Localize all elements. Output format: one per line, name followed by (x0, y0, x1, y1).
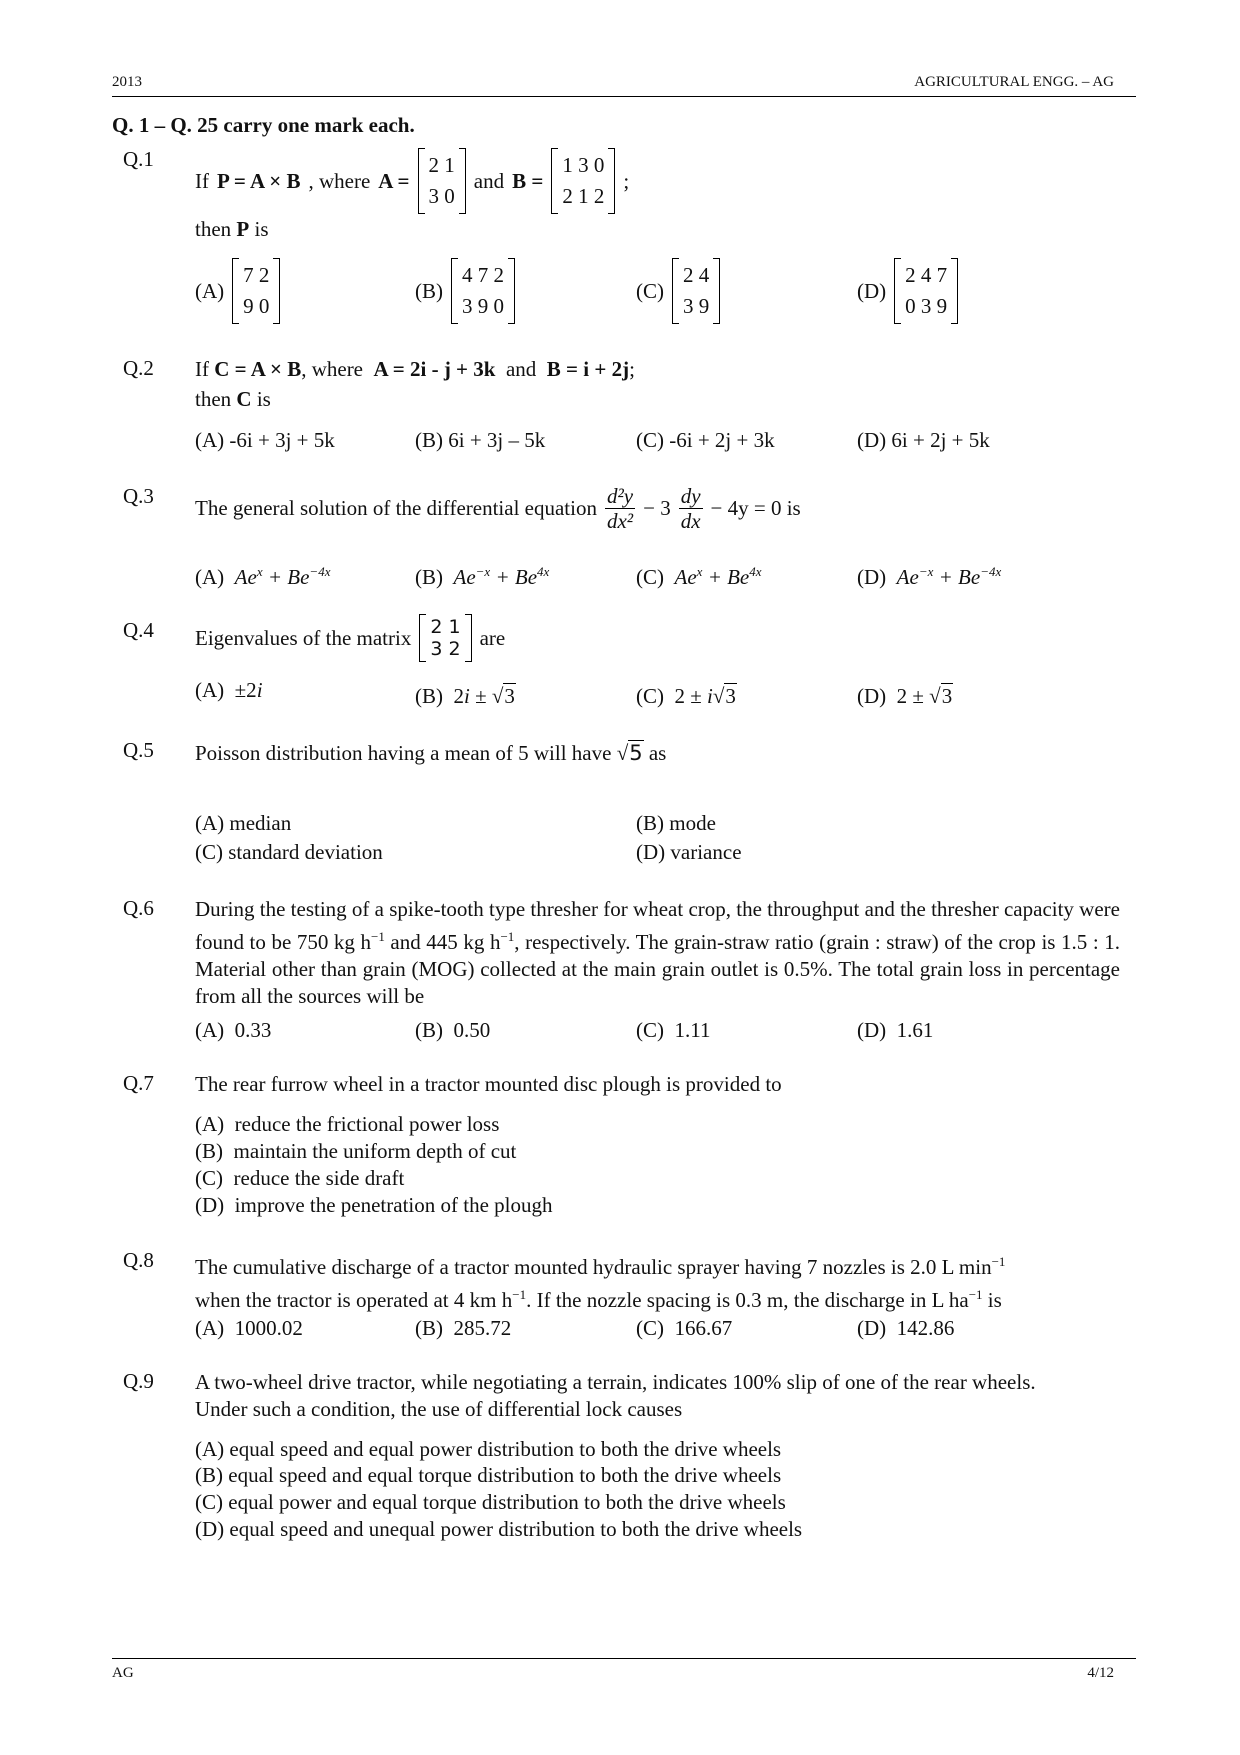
q2-number: Q.2 (123, 356, 154, 380)
q9-option-a[interactable]: (A) equal speed and equal power distribution to both the drive wheels (195, 1437, 782, 1461)
header-rule (112, 96, 1136, 97)
q8-stem: The cumulative discharge of a tractor mounted hydraulic sprayer having 7 nozzles is 2.0 L $\min^{-1}$ when the tractor is operated at 4 km $h^{-1}$. If the nozzle spacing is 0.3 m, the discharge in L $ha^{-1}$ is (195, 1254, 1006, 1312)
q5-option-a[interactable]: (A) median (195, 811, 292, 835)
q7-number: Q.7 (123, 1071, 154, 1095)
q2-option-c[interactable]: (C) -6i + 2j + 3k (636, 428, 775, 452)
q1-b-label: B = (512, 168, 544, 193)
q1-semicolon: ; (623, 168, 630, 193)
header-year: 2013 (112, 74, 142, 90)
q7-stem: The rear furrow wheel in a tractor mounted disc plough is provided to (195, 1072, 782, 1096)
q8-option-d[interactable]: (D) 142.86 (857, 1316, 955, 1340)
q3-stem (195, 484, 801, 533)
q5-stem: Poisson distribution having a mean of 5 will have √5 as (195, 741, 667, 765)
q3-mid: − 3 (643, 496, 671, 520)
q6-option-d[interactable]: (D) 1.61 (857, 1018, 934, 1042)
q2-option-b[interactable]: (B) 6i + 3j – 5k (415, 428, 546, 452)
q1-option-d[interactable]: (D) 2 4 7 0 3 9 (857, 258, 958, 324)
q4-stem: Eigenvalues of the matrix 2 1 3 2 are (195, 616, 506, 660)
q2-option-a[interactable]: (A) -6i + 3j + 5k (195, 428, 335, 452)
q3-option-c[interactable]: (C) $Ae^x + Be^{4x}$ (636, 564, 762, 589)
q6-number: Q.6 (123, 896, 154, 920)
q8-option-c[interactable]: (C) 166.67 (636, 1316, 733, 1340)
q5-option-b[interactable]: (B) mode (636, 811, 716, 835)
q1-matrix-a: 2 1 3 0 (418, 148, 466, 214)
q9-option-d[interactable]: (D) equal speed and unequal power distribution to both the drive wheels (195, 1517, 803, 1541)
q7-option-b[interactable]: (B) maintain the uniform depth of cut (195, 1139, 517, 1163)
q6-stem: During the testing of a spike-tooth type thresher for wheat crop, the throughput and the thresher capacity were found to be 750 kg $h^{-1}$ and 445 kg $h^{-1}$, respectively. The grain-straw ratio (grain : straw) of the crop is 1.5 : 1. Material other than grain (MOG) collected at the main grain outlet is 0.5%. The total grain loss in percentage from all the sources will be (195, 897, 1120, 1008)
q1-expr: P = A × B (217, 168, 301, 193)
q6-option-c[interactable]: (C) 1.11 (636, 1018, 711, 1042)
q6-option-a[interactable]: (A) 0.33 (195, 1018, 272, 1042)
q2-stem: If C = A × B, where A = 2i - j + 3k and B = i + 2j; (195, 357, 635, 381)
q5-option-c[interactable]: (C) standard deviation (195, 840, 383, 864)
q4-option-d[interactable]: (D) 2 ± √3 (857, 684, 953, 708)
q1-where: , where (308, 168, 371, 193)
footer-code: AG (112, 1665, 134, 1681)
q1-number: Q.1 (123, 147, 154, 171)
q5-option-d[interactable]: (D) variance (636, 840, 742, 864)
q1-option-c[interactable]: (C) 2 4 3 9 (636, 258, 720, 324)
q9-option-c[interactable]: (C) equal power and equal torque distribution to both the drive wheels (195, 1490, 786, 1514)
q3-option-b[interactable]: (B) $Ae^{-x} + Be^{4x}$ (415, 564, 550, 589)
q1-option-b[interactable]: (B) 4 7 2 3 9 0 (415, 258, 515, 324)
q7-option-d[interactable]: (D) improve the penetration of the plough (195, 1193, 553, 1217)
q4-option-c[interactable]: (C) 2 ± i√3 (636, 684, 736, 708)
q2-option-d[interactable]: (D) 6i + 2j + 5k (857, 428, 990, 452)
q7-option-a[interactable]: (A) reduce the frictional power loss (195, 1112, 500, 1136)
q3-option-a[interactable]: (A) $Ae^x + Be^{-4x}$ (195, 564, 331, 589)
q3-frac-d2y: $\frac{\text{d²y}}{\text{dx²}}$ (606, 484, 634, 533)
footer-page: 4/12 (1087, 1665, 1114, 1681)
q1-stem (195, 148, 629, 214)
q5-number: Q.5 (123, 738, 154, 762)
q9-number: Q.9 (123, 1369, 154, 1393)
q9-stem: A two-wheel drive tractor, while negotiating a terrain, indicates 100% slip of one of the rear wheels. Under such a condition, the use of differential lock causes (195, 1370, 1036, 1421)
q3-frac-dy: $\frac{dy}{dx}$ (680, 484, 701, 533)
section-title: Q. 1 – Q. 25 carry one mark each. (112, 113, 415, 137)
q2-then-line: then C is (195, 387, 271, 411)
q1-and: and (473, 168, 505, 193)
q4-number: Q.4 (123, 618, 154, 642)
q1-then-line: then P is (195, 217, 269, 241)
q6-option-b[interactable]: (B) 0.50 (415, 1018, 491, 1042)
q4-option-b[interactable]: (B) 2i ± √3 (415, 684, 515, 708)
q8-number: Q.8 (123, 1248, 154, 1272)
footer-rule (112, 1658, 1136, 1659)
q3-tail: − 4y = 0 is (710, 496, 801, 520)
q7-option-c[interactable]: (C) reduce the side draft (195, 1166, 405, 1190)
q1-a-label: A = (378, 168, 410, 193)
q1-if: If (195, 168, 209, 193)
q3-number: Q.3 (123, 484, 154, 508)
q8-option-a[interactable]: (A) 1000.02 (195, 1316, 303, 1340)
q3-text: The general solution of the differential equation (195, 496, 597, 520)
q1-matrix-b: 1 3 0 2 1 2 (551, 148, 615, 214)
q8-option-b[interactable]: (B) 285.72 (415, 1316, 512, 1340)
q4-option-a[interactable]: (A) ±2i (195, 678, 263, 702)
q9-option-b[interactable]: (B) equal speed and equal torque distribution to both the drive wheels (195, 1463, 782, 1487)
q1-option-a[interactable]: (A) 7 2 9 0 (195, 258, 280, 324)
header-paper: AGRICULTURAL ENGG. – AG (914, 74, 1114, 90)
q4-matrix: 2 1 3 2 (419, 614, 471, 662)
q3-option-d[interactable]: (D) $Ae^{-x} + Be^{-4x}$ (857, 564, 1002, 589)
